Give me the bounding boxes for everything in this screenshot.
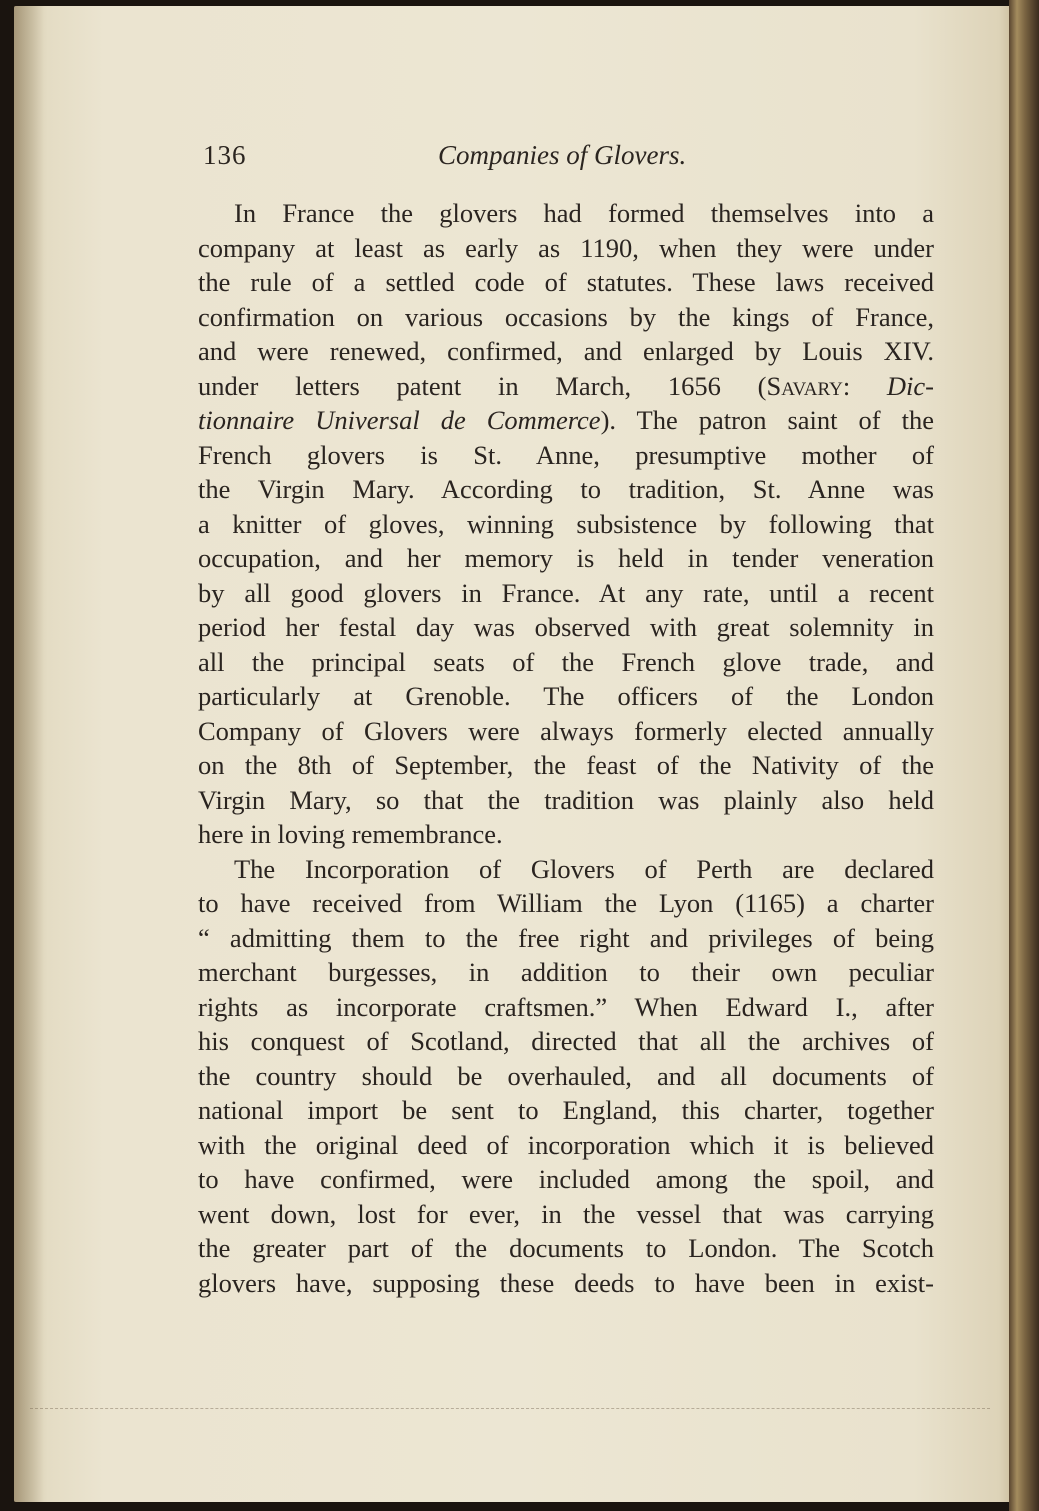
text-line: merchant burgesses, in addition to their own peculiar (198, 957, 934, 987)
text-line: In France the glovers had formed themselves into a (234, 198, 934, 228)
text-line: to have confirmed, were included among the spoil, and (198, 1164, 934, 1194)
text-run: : (842, 370, 887, 401)
text-line-mixed (198, 369, 934, 404)
body-text (198, 196, 934, 1300)
text-line: the rule of a settled code of statutes. These laws received (198, 267, 934, 297)
text-line: went down, lost for ever, in the vessel that was carrying (198, 1198, 934, 1229)
text-line: national import be sent to England, this charter, together (198, 1095, 934, 1125)
paragraph-1 (198, 196, 934, 852)
page-bottom-mark (30, 1408, 990, 1409)
page-header (203, 140, 933, 176)
text-line: rights as incorporate craftsmen.” When Edward I., after (198, 991, 934, 1022)
text-line: period her festal day was observed with great solemnity in (198, 612, 934, 642)
text-run: under letters patent in March, 1656 ( (198, 370, 767, 401)
text-line: with the original deed of incorporation which it is believed (198, 1129, 934, 1160)
text-line: his conquest of Scotland, directed that all the archives of (198, 1026, 934, 1056)
author-citation: Savary (766, 370, 843, 401)
text-line: a knitter of gloves, winning subsistence by following that (198, 508, 934, 539)
text-run: ). The patron saint of the (600, 405, 934, 435)
text-line: the greater part of the documents to London. The Scotch (198, 1233, 934, 1263)
book-cover-edge (1009, 0, 1039, 1511)
text-line: company at least as early as 1190, when they were under (198, 232, 934, 263)
text-line: here in loving remembrance. (198, 819, 503, 849)
text-line: Virgin Mary, so that the tradition was plainly also held (198, 784, 934, 815)
text-line: glovers have, supposing these deeds to have been in exist- (198, 1267, 934, 1298)
text-line: particularly at Grenoble. The officers of the London (198, 681, 934, 711)
text-line-mixed (198, 403, 934, 438)
paragraph-2 (198, 852, 934, 1301)
text-line: on the 8th of September, the feast of the Nativity of the (198, 750, 934, 780)
text-line: to have received from William the Lyon (1165) a charter (198, 888, 934, 918)
text-line: French glovers is St. Anne, presumptive mother of (198, 439, 934, 470)
book-title: Dic- (886, 370, 934, 401)
book-title: tionnaire Universal de Commerce (198, 405, 601, 435)
text-line: the Virgin Mary. According to tradition, St. Anne was (198, 474, 934, 504)
running-head: Companies of Glovers. (438, 140, 687, 170)
text-line: all the principal seats of the French glove trade, and (198, 646, 934, 677)
text-line: and were renewed, confirmed, and enlarged by Louis XIV. (198, 336, 934, 366)
text-line: the country should be overhauled, and all documents of (198, 1060, 934, 1091)
gutter-shadow (14, 6, 44, 1502)
text-line: occupation, and her memory is held in tender veneration (198, 543, 934, 573)
page-number: 136 (203, 140, 247, 170)
text-line: confirmation on various occasions by the kings of France, (198, 301, 934, 332)
text-line: “ admitting them to the free right and privileges of being (198, 922, 934, 953)
text-line: The Incorporation of Glovers of Perth are declared (234, 853, 934, 884)
text-line: Company of Glovers were always formerly elected annually (198, 715, 934, 746)
text-line: by all good glovers in France. At any rate, until a recent (198, 577, 934, 608)
